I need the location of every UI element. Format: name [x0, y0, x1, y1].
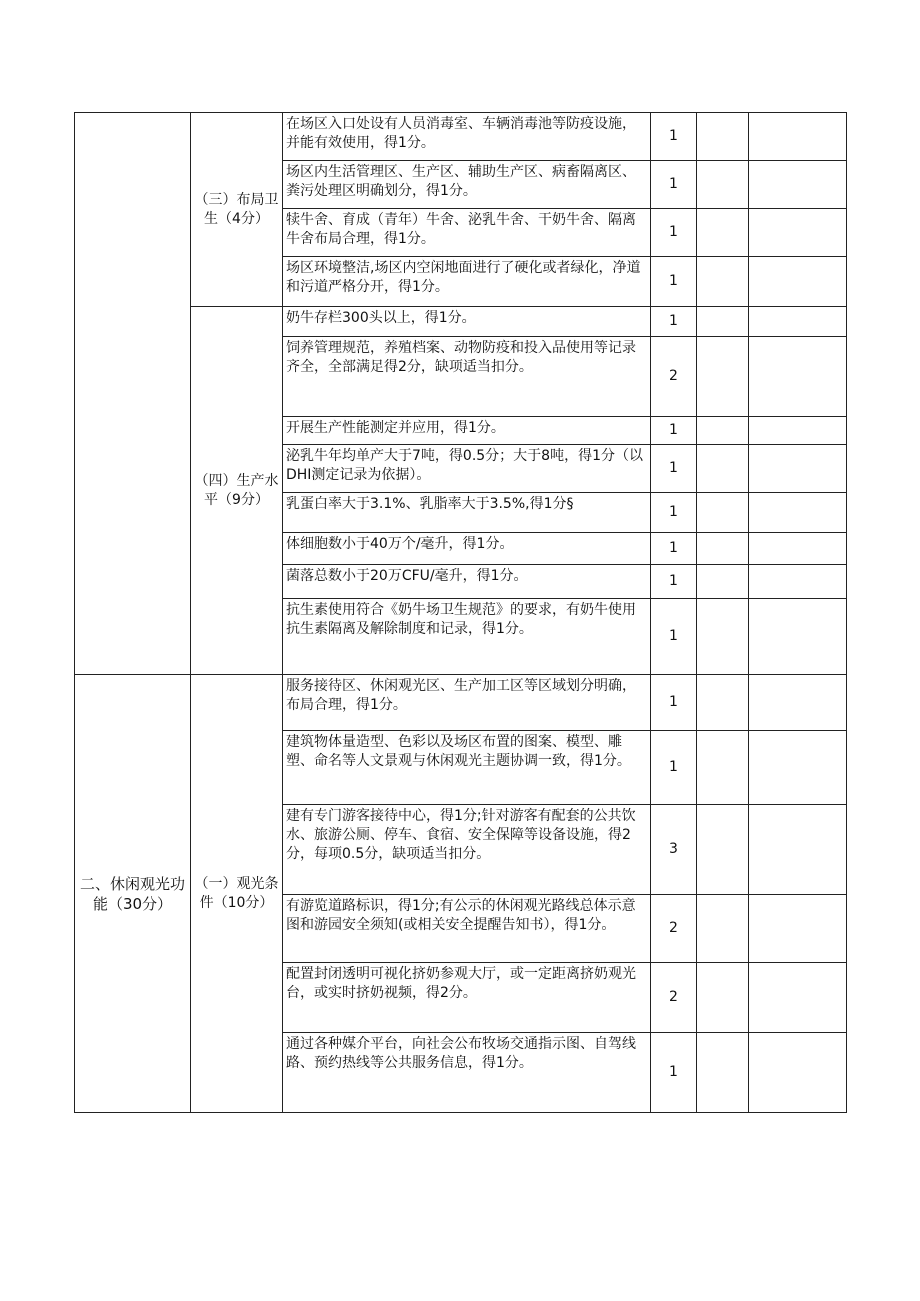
review-score-cell	[749, 209, 847, 257]
score-value: 1	[651, 209, 697, 257]
criterion-text: 建有专门游客接待中心，得1分;针对游客有配套的公共饮水、旅游公厕、停车、食宿、安全保障等设备设施，得2分，每项0.5分，缺项适当扣分。	[283, 805, 651, 895]
self-score-cell	[697, 209, 749, 257]
self-score-cell	[697, 533, 749, 565]
criterion-text: 建筑物体量造型、色彩以及场区布置的图案、模型、雕塑、命名等人文景观与休闲观光主题协调一致，得1分。	[283, 731, 651, 805]
criterion-text: 乳蛋白率大于3.1%、乳脂率大于3.5%,得1分§	[283, 493, 651, 533]
review-score-cell	[749, 493, 847, 533]
review-score-cell	[749, 565, 847, 599]
criterion-text: 配置封闭透明可视化挤奶参观大厅，或一定距离挤奶观光台，或实时挤奶视频，得2分。	[283, 963, 651, 1033]
review-score-cell	[749, 307, 847, 337]
criterion-text: 奶牛存栏300头以上，得1分。	[283, 307, 651, 337]
self-score-cell	[697, 599, 749, 675]
table-row	[75, 675, 847, 731]
criterion-text: 在场区入口处设有人员消毒室、车辆消毒池等防疫设施，并能有效使用，得1分。	[283, 113, 651, 161]
review-score-cell	[749, 113, 847, 161]
review-score-cell	[749, 1033, 847, 1113]
self-score-cell	[697, 963, 749, 1033]
review-score-cell	[749, 731, 847, 805]
score-value: 2	[651, 337, 697, 417]
criterion-text: 菌落总数小于20万CFU/毫升，得1分。	[283, 565, 651, 599]
score-value: 1	[651, 417, 697, 445]
review-score-cell	[749, 445, 847, 493]
self-score-cell	[697, 445, 749, 493]
criterion-text: 场区内生活管理区、生产区、辅助生产区、病畜隔离区、粪污处理区明确划分，得1分。	[283, 161, 651, 209]
criterion-text: 抗生素使用符合《奶牛场卫生规范》的要求，有奶牛使用抗生素隔离及解除制度和记录，得1分。	[283, 599, 651, 675]
score-value: 1	[651, 493, 697, 533]
subcategory-cell: （一）观光条件（10分）	[191, 675, 283, 1113]
self-score-cell	[697, 337, 749, 417]
review-score-cell	[749, 805, 847, 895]
score-value: 1	[651, 731, 697, 805]
self-score-cell	[697, 895, 749, 963]
table-row	[75, 307, 847, 337]
review-score-cell	[749, 963, 847, 1033]
category-cell: 二、休闲观光功能（30分）	[75, 675, 191, 1113]
review-score-cell	[749, 161, 847, 209]
subcategory-cell: （四）生产水平（9分）	[191, 307, 283, 675]
criterion-text: 体细胞数小于40万个/毫升，得1分。	[283, 533, 651, 565]
criterion-text: 犊牛舍、育成（青年）牛舍、泌乳牛舍、干奶牛舍、隔离牛舍布局合理，得1分。	[283, 209, 651, 257]
score-value: 1	[651, 565, 697, 599]
subcategory-cell: （三）布局卫生（4分）	[191, 113, 283, 307]
criterion-text: 有游览道路标识，得1分;有公示的休闲观光路线总体示意图和游园安全须知(或相关安全提醒告知书），得1分。	[283, 895, 651, 963]
score-value: 1	[651, 675, 697, 731]
self-score-cell	[697, 417, 749, 445]
review-score-cell	[749, 895, 847, 963]
score-value: 1	[651, 1033, 697, 1113]
review-score-cell	[749, 417, 847, 445]
score-value: 1	[651, 533, 697, 565]
score-value: 1	[651, 445, 697, 493]
score-value: 1	[651, 113, 697, 161]
criterion-text: 场区环境整洁,场区内空闲地面进行了硬化或者绿化，净道和污道严格分开，得1分。	[283, 257, 651, 307]
self-score-cell	[697, 493, 749, 533]
criterion-text: 饲养管理规范，养殖档案、动物防疫和投入品使用等记录齐全，全部满足得2分，缺项适当扣分。	[283, 337, 651, 417]
review-score-cell	[749, 337, 847, 417]
criterion-text: 开展生产性能测定并应用，得1分。	[283, 417, 651, 445]
criterion-text: 泌乳牛年均单产大于7吨，得0.5分；大于8吨，得1分（以DHI测定记录为依据）。	[283, 445, 651, 493]
review-score-cell	[749, 533, 847, 565]
score-value: 1	[651, 599, 697, 675]
category-cell	[75, 113, 191, 675]
self-score-cell	[697, 161, 749, 209]
review-score-cell	[749, 675, 847, 731]
table-row	[75, 113, 847, 161]
criterion-text: 服务接待区、休闲观光区、生产加工区等区域划分明确，布局合理，得1分。	[283, 675, 651, 731]
self-score-cell	[697, 675, 749, 731]
scoring-table	[74, 112, 847, 1113]
score-value: 3	[651, 805, 697, 895]
review-score-cell	[749, 257, 847, 307]
criterion-text: 通过各种媒介平台，向社会公布牧场交通指示图、自驾线路、预约热线等公共服务信息，得1分。	[283, 1033, 651, 1113]
score-value: 1	[651, 161, 697, 209]
self-score-cell	[697, 805, 749, 895]
score-value: 2	[651, 895, 697, 963]
score-value: 2	[651, 963, 697, 1033]
self-score-cell	[697, 113, 749, 161]
self-score-cell	[697, 257, 749, 307]
self-score-cell	[697, 1033, 749, 1113]
self-score-cell	[697, 307, 749, 337]
review-score-cell	[749, 599, 847, 675]
self-score-cell	[697, 565, 749, 599]
score-value: 1	[651, 257, 697, 307]
score-value: 1	[651, 307, 697, 337]
self-score-cell	[697, 731, 749, 805]
